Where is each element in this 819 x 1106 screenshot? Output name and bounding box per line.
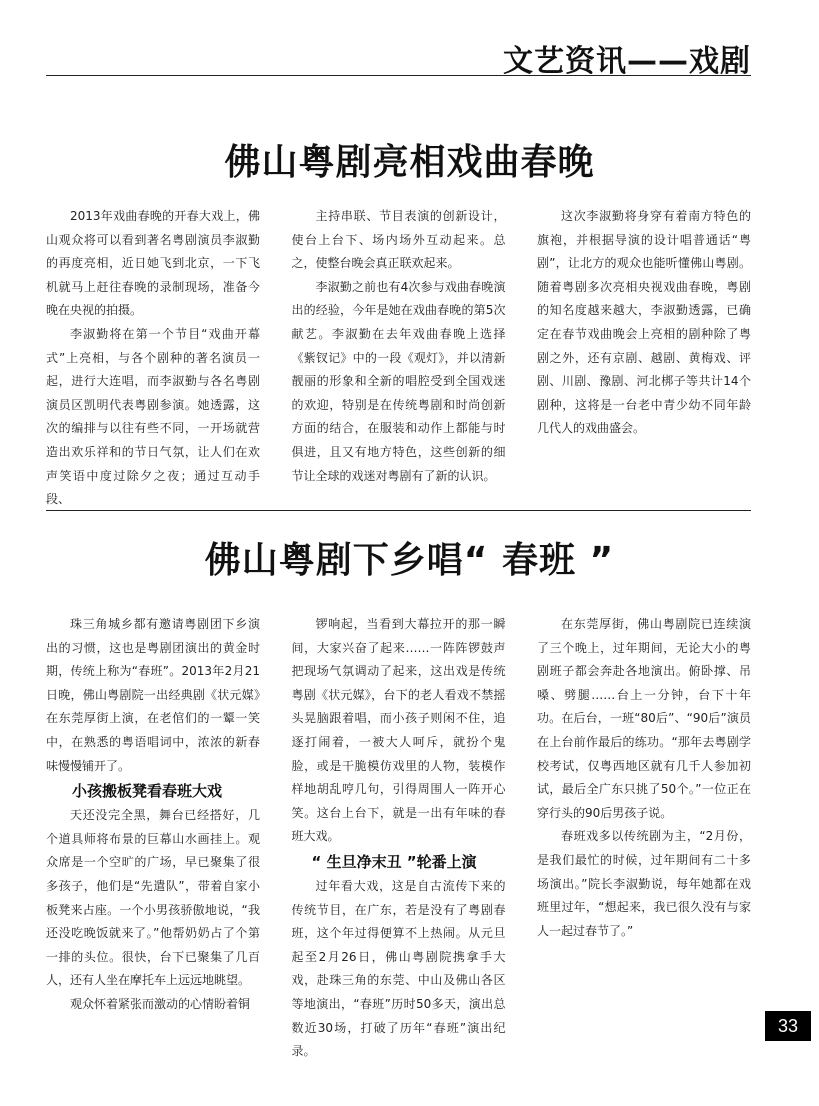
paragraph: 这次李淑勤将身穿有着南方特色的旗袍，并根据导演的设计唱普通话“粤剧”，让北方的观众也能听懂佛山粤剧。随着粤剧多次亮相央视戏曲春晚，粤剧的知名度越来越大，李淑勤透露，已确定在春节戏曲晚会上亮相的剧种除了粤剧之外，还有京剧、越剧、黄梅戏、评剧、川剧、豫剧、河北梆子等共计14个剧种，这将是一台老中青少幼不同年龄几代人的戏曲盛会。 xyxy=(537,209,751,436)
article-2-body xyxy=(46,613,751,1064)
paragraph: 锣响起，当看到大幕拉开的那一瞬间，大家兴奋了起来……一阵阵锣鼓声把现场气氛调动了起来，这出戏是传统粤剧《状元媒》，台下的老人看戏不禁摇头晃脑跟着唱，而小孩子则闲不住，追逐打闹着，一被大人呵斥，就扮个鬼脸，或是干脆模仿戏里的人物，装模作样地胡乱哼几句，引得周围人一阵开心笑。这台上台下，就是一出有年味的春班大戏。 xyxy=(291,617,506,844)
paragraph: 2013年戏曲春晚的开春大戏上，佛山观众将可以看到著名粤剧演员李淑勤的再度亮相，近日她飞到北京，一下飞机就马上赶往春晚的录制现场，准备今晚在央视的拍摄。 xyxy=(46,209,260,318)
article-2-column-1 xyxy=(46,613,260,1064)
paragraph: 在东莞厚街，佛山粤剧院已连续演了三个晚上，过年期间，无论大小的粤剧班子都会奔赴各地演出。俯卧撑、吊嗓、劈腿……台上一分钟，台下十年功。在后台，一班“80后”、“90后”演员在上台前作最后的练功。“那年去粤剧学校考试，仅粤西地区就有几千人参加初试，最后全广东只挑了50个。”一位正在穿行头的90后男孩子说。 xyxy=(537,617,751,820)
article-divider xyxy=(46,510,751,511)
paragraph: 主持串联、节目表演的创新设计，使台上台下、场内场外互动起来。总之，使整台晚会真正联欢起来。 xyxy=(291,209,506,271)
header-rule xyxy=(46,75,751,76)
article-2-column-3 xyxy=(537,613,751,1064)
paragraph: 李淑勤将在第一个节目“戏曲开幕式”上亮相，与各个剧种的著名演员一起，进行大连唱，而李淑勤与各名粤剧演员区凯明代表粤剧参演。她透露，这次的编排与以往有些不同，一开场就营造出欢乐祥和的节日气氛，让人们在欢声笑语中度过除夕之夜；通过互动手段、 xyxy=(46,326,260,507)
paragraph: 观众怀着紧张而激动的心情盼着铜 xyxy=(70,996,251,1011)
article-1-title: 佛山粤剧亮相戏曲春晚 xyxy=(224,142,595,183)
article-1-column-1 xyxy=(46,205,260,512)
article-1-column-2 xyxy=(292,205,506,512)
article-1-body xyxy=(46,205,751,512)
subheading: “ 生旦净末丑 ”轮番上演 xyxy=(311,852,477,871)
paragraph: 春班戏多以传统剧为主，“2月份，是我们最忙的时候，过年期间有二十多场演出。”院长李淑勤说，每年她都在戏班里过年，“想起来，我已很久没有与家人一起过春节了。” xyxy=(537,829,751,938)
article-2-title: 佛山粤剧下乡唱“ 春班 ” xyxy=(204,540,615,581)
paragraph: 李淑勤之前也有4次参与戏曲春晚演出的经验，今年是她在戏曲春晚的第5次献艺。李淑勤在去年戏曲春晚上选择《紫钗记》中的一段《观灯》，并以清新靓丽的形象和全新的唱腔受到全国戏迷的欢迎，特别是在传统粤剧和时尚创新方面的结合，在服装和动作上都能与时俱进，且又有地方特色，这些创新的细节让全球的戏迷对粤剧有了新的认识。 xyxy=(291,279,506,483)
paragraph: 天还没完全黑，舞台已经搭好，几个道具师将布景的巨幕山水画挂上。观众席是一个空旷的广场，早已聚集了很多孩子，他们是“先遣队”，带着自家小板凳来占座。一个小男孩骄傲地说，“我还没吃晚饭就来了。”他帮奶奶占了个第一排的头位。很快，台下已聚集了几百人，还有人坐在摩托车上远远地眺望。 xyxy=(46,808,260,988)
section-header: 文艺资讯——戏剧 xyxy=(503,44,751,79)
subheading: 小孩搬板凳看春班大戏 xyxy=(72,782,223,801)
article-2-column-2 xyxy=(292,613,506,1064)
paragraph: 珠三角城乡都有邀请粤剧团下乡演出的习惯，这也是粤剧团演出的黄金时期，传统上称为“春班”。2013年2月21日晚，佛山粤剧院一出经典剧《状元媒》在东莞厚街上演，在老倌们的一颦一笑中，在熟悉的粤语唱词中，浓浓的新春味慢慢铺开了。 xyxy=(46,617,260,773)
page-number: 33 xyxy=(765,1011,811,1041)
paragraph: 过年看大戏，这是自古流传下来的传统节目，在广东，若是没有了粤剧春班，这个年过得便算不上热闹。从元旦起至2月26日，佛山粤剧院携拿手大戏，赴珠三角的东莞、中山及佛山各区等地演出，“春班”历时50多天，演出总数近30场，打破了历年“春班”演出纪录。 xyxy=(291,878,506,1059)
article-1-column-3 xyxy=(537,205,751,512)
